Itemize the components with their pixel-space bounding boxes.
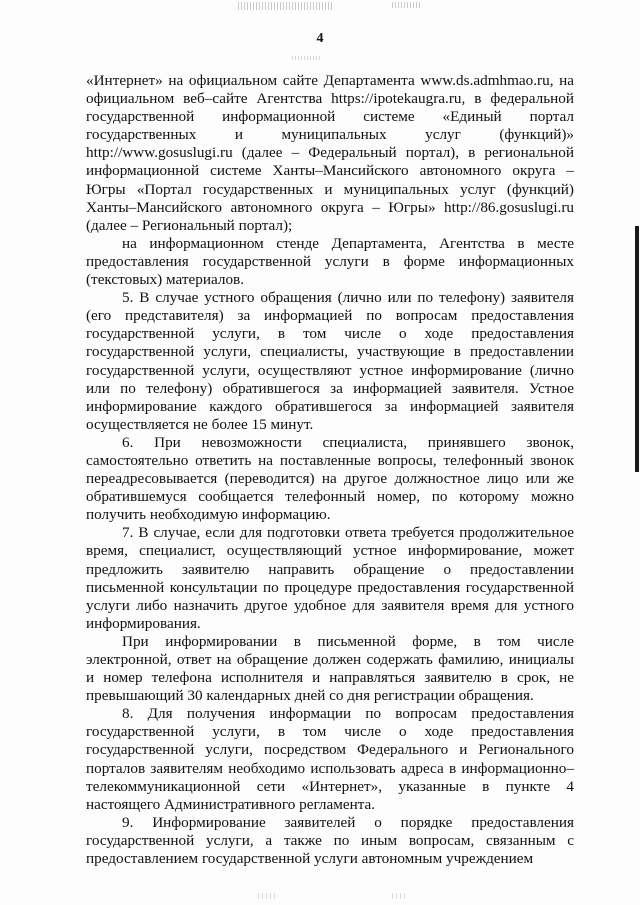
- paragraph-item-8: 8. Для получения информации по вопросам предоставления государственной услуги, в том числе о ходе предоставления государственной услуги, посредством Федерального и Регионального порталов заявителям необходимо использовать адреса в информационно–телекоммуникационной сети «Интернет», указанные в пункте 4 настоящего Административного регламента.: [86, 705, 574, 813]
- scan-artifact: [292, 56, 320, 60]
- page-number: 4: [316, 31, 324, 46]
- paragraph-info-stand: на информационном стенде Департамента, Агентства в месте предоставления государственной услуги в форме информационных (текстовых) материалов.: [86, 234, 574, 289]
- document-body: [86, 72, 574, 868]
- paragraph-item-6: 6. При невозможности специалиста, принявшего звонок, самостоятельно ответить на поставленные вопросы, телефонный звонок переадресовывается (переводится) на другое должностное лицо или же обратившемуся сообщается телефонный номер, по которому можно получить необходимую информацию.: [86, 433, 574, 524]
- scan-edge-bar: [635, 226, 639, 472]
- paragraph-item-9: 9. Информирование заявителей о порядке предоставления государственной услуги, а также по иным вопросам, связанным с предоставлением государственной услуги автономным учреждением: [86, 813, 574, 868]
- paragraph-item-5: 5. В случае устного обращения (лично или по телефону) заявителя (его представителя) за информацией по вопросам предоставления государственной услуги, в том числе о ходе предоставления государственной услуги, специалисты, участвующие в предоставлении государственной услуги, осуществляют устное информирование (лично или по телефону) обратившегося за информацией заявителя. Устное информирование каждого обратившегося за информацией заявителя осуществляется не более 15 минут.: [86, 289, 574, 433]
- scan-artifact: [392, 2, 420, 8]
- scan-artifact: [392, 893, 406, 899]
- paragraph-item-7: 7. В случае, если для подготовки ответа требуется продолжительное время, специалист, осуществляющий устное информирование, может предложить заявителю направить обращение о предоставлении письменной консультации по процедуре предоставления государственной услуги либо назначить другое удобное для заявителя время для устного информирования.: [86, 524, 574, 632]
- paragraph-portals: «Интернет» на официальном сайте Департамента www.ds.admhmao.ru, на официальном веб–сайте Агентства https://ipotekaugra.ru, в федеральной государственной информационной системе «Единый портал государственных и муниципальных услуг (функций)» http://www.gosuslugi.ru (далее – Федеральный портал), в региональной информационной системе Ханты–Мансийского автономного округа – Югры «Портал государственных и муниципальных услуг (функций) Ханты–Мансийского автономного округа – Югры» http://86.gosuslugi.ru (далее – Региональный портал);: [86, 72, 574, 234]
- scan-artifact: [238, 2, 334, 10]
- scan-artifact: [258, 893, 276, 899]
- paragraph-written-form: При информировании в письменной форме, в том числе электронной, ответ на обращение должен содержать фамилию, инициалы и номер телефона исполнителя и направляться заявителю в срок, не превышающий 30 календарных дней со дня регистрации обращения.: [86, 632, 574, 705]
